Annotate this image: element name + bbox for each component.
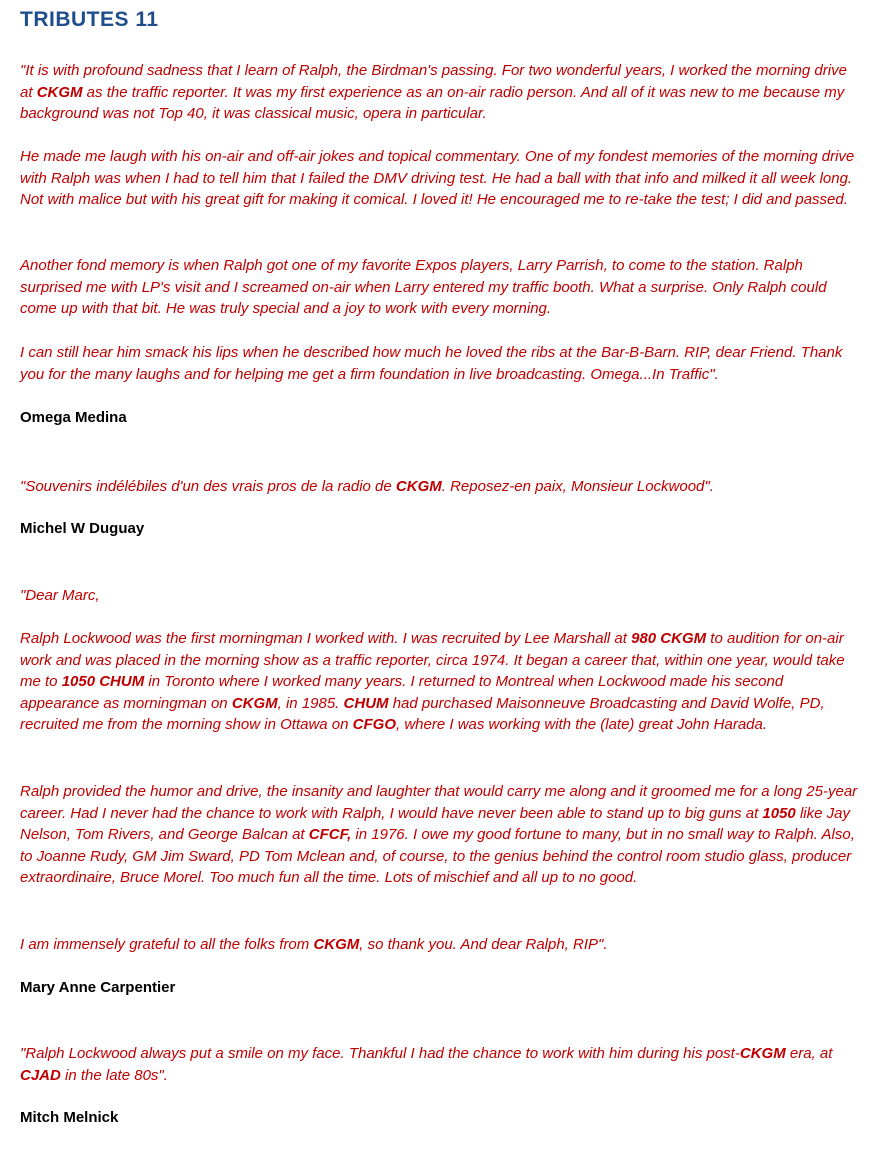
station-callsign: CKGM bbox=[739, 1045, 786, 1062]
author-name: Omega Medina bbox=[20, 409, 127, 426]
station-callsign: CJAD bbox=[20, 1066, 61, 1084]
tribute-paragraph bbox=[20, 1043, 860, 1086]
tribute-paragraph bbox=[20, 476, 860, 498]
tribute-text: era, at bbox=[785, 1045, 833, 1062]
author-name: Michel W Duguay bbox=[20, 520, 145, 537]
tribute-text: Ralph Lockwood was the first morningman I worked with. I was recruited by Lee Marshall at bbox=[20, 630, 632, 647]
station-callsign: CKGM bbox=[313, 936, 360, 953]
tribute-text: "Souvenirs indélébiles d'un des vrais pros de la radio de bbox=[20, 478, 396, 495]
tribute-text: "Dear Marc, bbox=[20, 587, 100, 604]
tribute-text: I can still hear him smack his lips when he described how much he loved the ribs at the Bar-B-Barn. RIP, dear Friend. Thank you for the many laughs and for helping me get a firm foundation in live broadcasting. Omega...In Traffic". bbox=[20, 344, 843, 383]
station-callsign: CFCF, bbox=[308, 826, 352, 844]
author-name: Mary Anne Carpentier bbox=[20, 979, 176, 996]
tribute-text: . Reposez-en paix, Monsieur Lockwood". bbox=[441, 478, 714, 495]
tribute-text: in the late 80s". bbox=[60, 1066, 168, 1084]
tribute-paragraph bbox=[20, 255, 860, 320]
tribute-text: I am immensely grateful to all the folks from bbox=[20, 936, 314, 953]
station-callsign: CKGM bbox=[231, 694, 278, 712]
tribute-text: , where I was working with the (late) great John Harada. bbox=[396, 716, 768, 734]
station-callsign: 1050 bbox=[762, 804, 796, 822]
station-callsign: 980 CKGM bbox=[631, 630, 707, 647]
tribute-paragraph bbox=[20, 628, 860, 736]
tribute-paragraph bbox=[20, 146, 860, 211]
tribute-text: in 1976. I owe my good fortune to many, but in no small way to Ralph. Also, to Joanne Rudy, GM Jim Sward, PD Tom Mclean and, of course, to the genius behind the control room studio glass, producer extraordinaire, Bruce Morel. Too much fun all the time. Lots of mischief and all up to no good. bbox=[20, 826, 855, 887]
tribute-text: "Ralph Lockwood always put a smile on my face. Thankful I had the chance to work with him during his post- bbox=[20, 1045, 740, 1062]
tribute-text: in Toronto where I worked many years. I returned to Montreal when Lockwood made his second appearance as morningman on bbox=[20, 673, 784, 712]
station-callsign: CFGO bbox=[352, 716, 396, 734]
tribute-paragraph bbox=[20, 934, 860, 956]
station-callsign: CKGM bbox=[36, 83, 83, 101]
tribute-paragraph bbox=[20, 60, 860, 125]
tribute-text: as the traffic reporter. It was my first experience as an on-air radio person. And all of it was new to me because my background was not Top 40, it was classical music, opera in particular. bbox=[20, 83, 845, 123]
tribute-text: had purchased Maisonneuve Broadcasting and David Wolfe, PD, recruited me from the morning show in Ottawa on bbox=[20, 694, 825, 734]
page-title: TRIBUTES 11 bbox=[20, 8, 159, 31]
station-callsign: 1050 CHUM bbox=[61, 673, 145, 691]
author-name: Mitch Melnick bbox=[20, 1109, 119, 1126]
tribute-paragraph bbox=[20, 585, 860, 607]
station-callsign: CHUM bbox=[343, 694, 389, 712]
tribute-text: like Jay Nelson, Tom Rivers, and George Balcan at bbox=[20, 804, 850, 844]
tribute-text: to audition for on-air work and was placed in the morning show as a traffic reporter, circa 1974. It began a career that, within one year, would take me to bbox=[20, 630, 845, 691]
tribute-text: Ralph provided the humor and drive, the insanity and laughter that would carry me along and it groomed me for a long 25-year career. Had I never had the chance to work with Ralph, I would have never been able to stand up to big guns at bbox=[20, 783, 858, 822]
tribute-text: "It is with profound sadness that I learn of Ralph, the Birdman's passing. For two wonderful years, I worked the morning drive at bbox=[20, 62, 847, 101]
tribute-text: He made me laugh with his on-air and off-air jokes and topical commentary. One of my fondest memories of the morning drive with Ralph was when I had to tell him that I failed the DMV driving test. He had a ball with that info and milked it all week long. Not with malice but with his great gift for making it comical. I loved it! He encouraged me to re-take the test; I did and passed. bbox=[20, 148, 855, 209]
tribute-paragraph bbox=[20, 342, 860, 385]
station-callsign: CKGM bbox=[395, 478, 442, 495]
tribute-text: , in 1985. bbox=[277, 694, 344, 712]
tribute-text: , so thank you. And dear Ralph, RIP". bbox=[359, 936, 608, 953]
tribute-text: Another fond memory is when Ralph got one of my favorite Expos players, Larry Parrish, to come to the station. Ralph surprised me with LP's visit and I screamed on-air when Larry entered my traffic booth. What a surprise. Only Ralph could come up with that bit. He was truly special and a joy to work with every morning. bbox=[20, 257, 827, 318]
tribute-paragraph bbox=[20, 781, 860, 889]
